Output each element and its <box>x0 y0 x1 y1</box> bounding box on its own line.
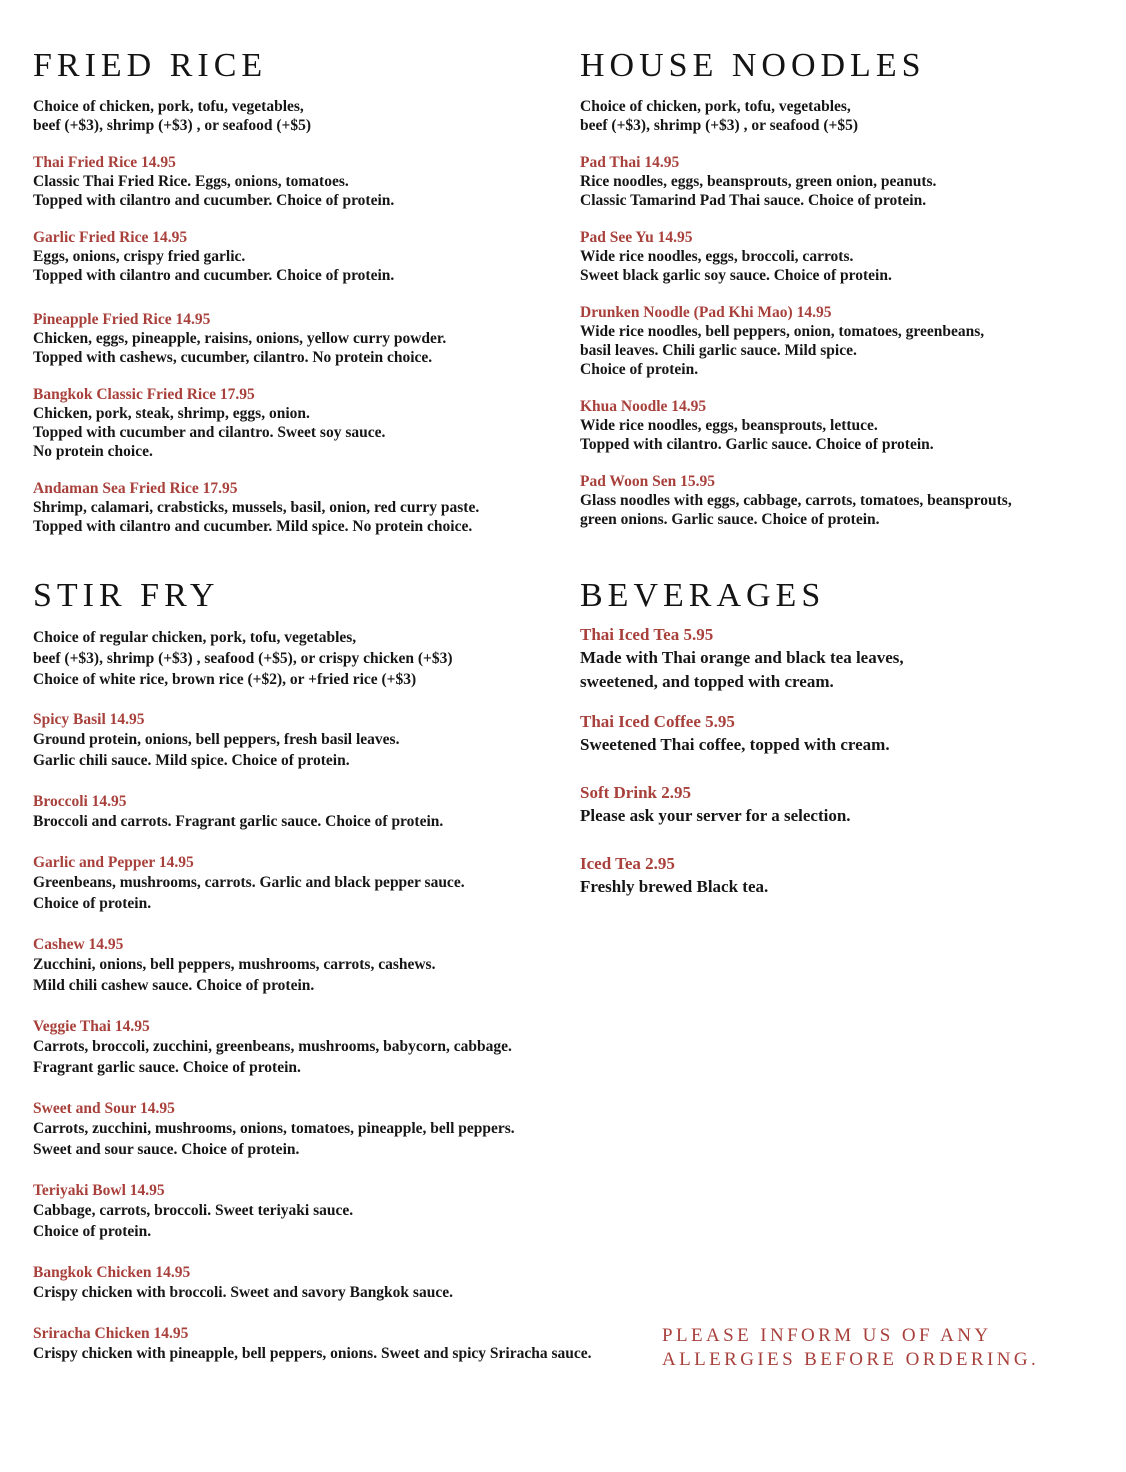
menu-item <box>580 228 1100 285</box>
menu-item-name: Pad See Yu 14.95 <box>580 229 693 246</box>
menu-item-description: Rice noodles, eggs, beansprouts, green onion, peanuts. Classic Tamarind Pad Thai sauce. Choice of protein. <box>580 173 937 209</box>
menu-item-name: Sweet and Sour 14.95 <box>33 1100 175 1117</box>
menu-item <box>33 792 653 832</box>
stir-fry-heading: STIR FRY <box>33 577 220 614</box>
menu-item-description: Freshly brewed Black tea. <box>580 877 769 896</box>
menu-item-description: Chicken, eggs, pineapple, raisins, onions, yellow curry powder. Topped with cashews, cucumber, cilantro. No protein choice. <box>33 330 447 366</box>
menu-item <box>33 710 653 771</box>
menu-item <box>33 1181 653 1242</box>
menu-item-description: Chicken, pork, steak, shrimp, eggs, onion. Topped with cucumber and cilantro. Sweet soy sauce. No protein choice. <box>33 405 386 460</box>
menu-item-description: Crispy chicken with pineapple, bell peppers, onions. Sweet and spicy Sriracha sauce. <box>33 1345 592 1362</box>
menu-item <box>33 1099 653 1160</box>
menu-item <box>580 472 1100 529</box>
menu-item-description: Cabbage, carrots, broccoli. Sweet teriyaki sauce. Choice of protein. <box>33 1202 354 1240</box>
menu-item <box>580 781 1100 828</box>
menu-item <box>580 303 1100 379</box>
menu-item-name: Broccoli 14.95 <box>33 793 127 810</box>
menu-item-name: Andaman Sea Fried Rice 17.95 <box>33 480 238 497</box>
menu-item-name: Cashew 14.95 <box>33 936 124 953</box>
menu-item <box>33 479 553 536</box>
menu-item <box>580 623 1100 694</box>
menu-item-name: Iced Tea 2.95 <box>580 854 675 873</box>
beverages-heading: BEVERAGES <box>580 577 826 614</box>
menu-item-name: Soft Drink 2.95 <box>580 783 691 802</box>
menu-item-name: Pad Woon Sen 15.95 <box>580 473 715 490</box>
menu-item-description: Shrimp, calamari, crabsticks, mussels, basil, onion, red curry paste. Topped with cilantro and cucumber. Mild spice. No protein choice. <box>33 499 480 535</box>
house-noodles-heading: HOUSE NOODLES <box>580 47 926 84</box>
menu-item <box>33 385 553 461</box>
menu-item <box>33 1263 653 1303</box>
menu-item-name: Pineapple Fried Rice 14.95 <box>33 311 211 328</box>
menu-item-description: Wide rice noodles, bell peppers, onion, tomatoes, greenbeans, basil leaves. Chili garlic sauce. Mild spice. Choice of protein. <box>580 323 985 378</box>
menu-item-name: Spicy Basil 14.95 <box>33 711 145 728</box>
menu-item-description: Sweetened Thai coffee, topped with cream. <box>580 735 890 754</box>
menu-item-name: Bangkok Chicken 14.95 <box>33 1264 191 1281</box>
menu-item-description: Eggs, onions, crispy fried garlic. Topped with cilantro and cucumber. Choice of protein. <box>33 248 395 284</box>
house-noodles-intro: Choice of chicken, pork, tofu, vegetables, beef (+$3), shrimp (+$3) , or seafood (+$5) <box>580 98 859 134</box>
menu-item-description: Greenbeans, mushrooms, carrots. Garlic and black pepper sauce. Choice of protein. <box>33 874 465 912</box>
menu-item-name: Thai Fried Rice 14.95 <box>33 154 176 171</box>
menu-item-name: Bangkok Classic Fried Rice 17.95 <box>33 386 255 403</box>
menu-item-description: Made with Thai orange and black tea leaves, sweetened, and topped with cream. <box>580 648 904 691</box>
menu-item-name: Khua Noodle 14.95 <box>580 398 707 415</box>
menu-item-description: Carrots, broccoli, zucchini, greenbeans, mushrooms, babycorn, cabbage. Fragrant garlic sauce. Choice of protein. <box>33 1038 512 1076</box>
menu-item-name: Pad Thai 14.95 <box>580 154 680 171</box>
menu-item-description: Carrots, zucchini, mushrooms, onions, tomatoes, pineapple, bell peppers. Sweet and sour sauce. Choice of protein. <box>33 1120 515 1158</box>
menu-item <box>33 1017 653 1078</box>
menu-item-name: Veggie Thai 14.95 <box>33 1018 150 1035</box>
menu-item-description: Wide rice noodles, eggs, broccoli, carrots. Sweet black garlic soy sauce. Choice of protein. <box>580 248 892 284</box>
menu-item <box>33 310 553 367</box>
stir-fry-intro: Choice of regular chicken, pork, tofu, vegetables, beef (+$3), shrimp (+$3) , seafood (+$5), or crispy chicken (+$3) Choice of white rice, brown rice (+$2), or +fried rice (+$3) <box>33 629 453 688</box>
menu-item-description: Please ask your server for a selection. <box>580 806 851 825</box>
stir-fry-section <box>33 579 653 1364</box>
menu-item <box>580 153 1100 210</box>
fried-rice-intro: Choice of chicken, pork, tofu, vegetables, beef (+$3), shrimp (+$3) , or seafood (+$5) <box>33 98 312 134</box>
menu-item-name: Sriracha Chicken 14.95 <box>33 1325 189 1342</box>
menu-item <box>580 397 1100 454</box>
house-noodles-section <box>580 49 1100 529</box>
menu-item <box>33 228 553 285</box>
menu-item-name: Thai Iced Coffee 5.95 <box>580 712 735 731</box>
beverages-section <box>580 579 1100 899</box>
menu-item-description: Zucchini, onions, bell peppers, mushrooms, carrots, cashews. Mild chili cashew sauce. Choice of protein. <box>33 956 436 994</box>
menu-item-description: Ground protein, onions, bell peppers, fresh basil leaves. Garlic chili sauce. Mild spice. Choice of protein. <box>33 731 400 769</box>
menu-item-description: Classic Thai Fried Rice. Eggs, onions, tomatoes. Topped with cilantro and cucumber. Choice of protein. <box>33 173 395 209</box>
menu-item-description: Broccoli and carrots. Fragrant garlic sauce. Choice of protein. <box>33 813 444 830</box>
menu-item-description: Glass noodles with eggs, cabbage, carrots, tomatoes, beansprouts, green onions. Garlic sauce. Choice of protein. <box>580 492 1012 528</box>
menu-item <box>580 710 1100 757</box>
allergy-notice: PLEASE INFORM US OF ANY ALLERGIES BEFORE ORDERING. <box>662 1325 1040 1370</box>
menu-item <box>580 852 1100 899</box>
fried-rice-heading: FRIED RICE <box>33 47 268 84</box>
menu-item <box>33 153 553 210</box>
menu-item-description: Wide rice noodles, eggs, beansprouts, lettuce. Topped with cilantro. Garlic sauce. Choice of protein. <box>580 417 934 453</box>
menu-item <box>33 935 653 996</box>
fried-rice-section <box>33 49 553 536</box>
menu-item <box>33 853 653 914</box>
menu-item-name: Drunken Noodle (Pad Khi Mao) 14.95 <box>580 304 832 321</box>
menu-item-name: Garlic and Pepper 14.95 <box>33 854 194 871</box>
menu-item <box>33 1324 653 1364</box>
menu-item-name: Teriyaki Bowl 14.95 <box>33 1182 165 1199</box>
menu-item-name: Garlic Fried Rice 14.95 <box>33 229 188 246</box>
menu-item-name: Thai Iced Tea 5.95 <box>580 625 714 644</box>
menu-item-description: Crispy chicken with broccoli. Sweet and savory Bangkok sauce. <box>33 1284 453 1301</box>
